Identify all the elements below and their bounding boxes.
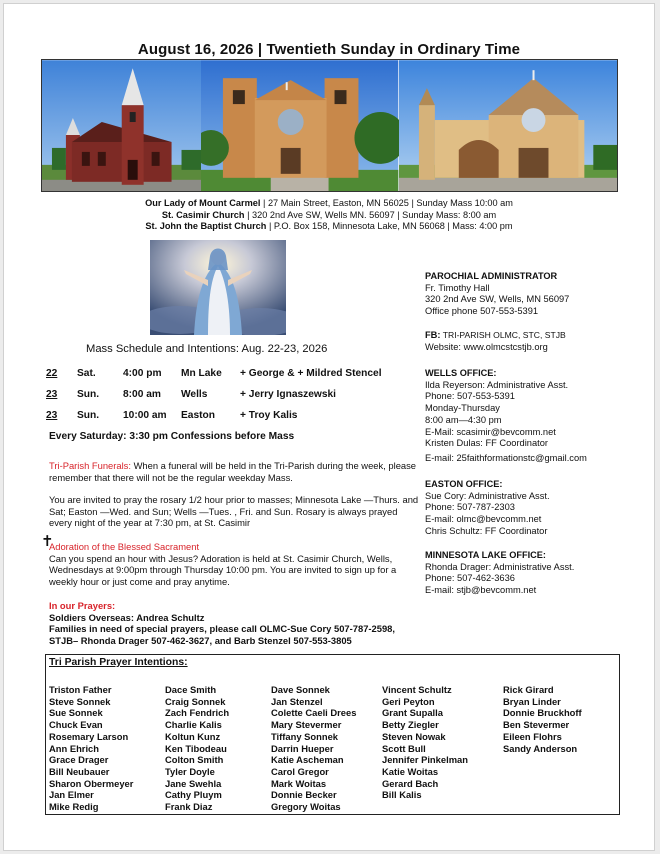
prayer-name: Gerard Bach bbox=[382, 777, 439, 789]
prayer-name: Jan Elmer bbox=[49, 789, 94, 801]
church-listing bbox=[4, 198, 654, 233]
mass-day: Sun. bbox=[77, 389, 100, 400]
office-line: Kristen Dulas: FF Coordinator bbox=[425, 438, 548, 449]
office-email[interactable]: E-Mail: scasimir@bevcomm.net bbox=[425, 426, 556, 437]
mass-intention: + Jerry Ignaszewski bbox=[240, 389, 336, 400]
website-link[interactable]: Website: www.olmcstcstjb.org bbox=[425, 341, 548, 352]
cross-icon: ✝ bbox=[41, 533, 54, 550]
prayer-name: Donnie Becker bbox=[271, 789, 337, 801]
prayer-name: Rosemary Larson bbox=[49, 730, 129, 742]
prayer-name: Steve Sonnek bbox=[49, 695, 111, 707]
facebook-info bbox=[425, 330, 655, 353]
mass-place: Wells bbox=[181, 389, 208, 400]
prayer-name: Dave Sonnek bbox=[271, 684, 330, 695]
church-detail: | 27 Main Street, Easton, MN 56025 | Sunday Mass 10:00 am bbox=[260, 198, 513, 208]
prayer-column bbox=[271, 684, 356, 813]
prayer-name: Mary Stevermer bbox=[271, 719, 342, 731]
prayer-name: Katie Woitas bbox=[382, 765, 439, 777]
prayer-name: Triston Father bbox=[49, 684, 112, 695]
confessions-note: Every Saturday: 3:30 pm Confessions before Mass bbox=[49, 431, 295, 442]
funerals-text: When a funeral will be held in the Tri-Parish during the week, please remember that there will not be the regular weekday Mass. bbox=[49, 460, 417, 483]
admin-line: 320 2nd Ave SW, Wells, MN 56097 bbox=[425, 294, 570, 305]
prayer-name: Colton Smith bbox=[165, 754, 224, 766]
prayer-name: Carol Gregor bbox=[271, 765, 329, 777]
church-photo-st-casimir bbox=[201, 60, 398, 192]
prayer-name: Gregory Woitas bbox=[271, 801, 341, 813]
prayer-name: Koltun Kunz bbox=[165, 730, 221, 742]
mass-time: 8:00 am bbox=[123, 389, 161, 400]
prayer-name: Craig Sonnek bbox=[165, 695, 226, 707]
prayer-name: Vincent Schultz bbox=[382, 684, 452, 695]
church-name: St. Casimir Church bbox=[161, 209, 245, 220]
prayer-name: Zach Fendrich bbox=[165, 707, 230, 719]
funerals-heading: Tri-Parish Funerals: bbox=[49, 460, 131, 471]
prayer-name: Steven Nowak bbox=[382, 730, 446, 742]
mass-schedule-title: Mass Schedule and Intentions: Aug. 22-23, 2026 bbox=[86, 343, 328, 355]
prayer-name: Mike Redig bbox=[49, 801, 99, 813]
office-line: Phone: 507-553-5391 bbox=[425, 391, 515, 402]
office-email[interactable]: E-mail: 25faithformationstc@gmail.com bbox=[425, 452, 587, 463]
wells-office bbox=[425, 368, 655, 465]
prayer-name: Grant Supalla bbox=[382, 707, 443, 719]
prayer-name: Sue Sonnek bbox=[49, 707, 103, 719]
prayer-name: Ann Ehrich bbox=[49, 742, 100, 754]
prayer-name: Betty Ziegler bbox=[382, 719, 439, 731]
mass-time: 10:00 am bbox=[123, 410, 167, 421]
prayer-column bbox=[165, 684, 229, 813]
mnlake-office-heading: MINNESOTA LAKE OFFICE: bbox=[425, 550, 546, 560]
page-title: August 16, 2026 | Twentieth Sunday in Ordinary Time bbox=[137, 41, 521, 58]
prayer-name: Ben Stevermer bbox=[503, 719, 570, 731]
prayer-name: Jane Swehla bbox=[165, 777, 222, 789]
office-line: 8:00 am—4:30 pm bbox=[425, 414, 502, 425]
church-line-st-casimir bbox=[4, 210, 654, 222]
church-detail: | 320 2nd Ave SW, Wells MN. 56097 | Sunday Mass: 8:00 am bbox=[244, 209, 497, 220]
prayer-column bbox=[49, 684, 133, 813]
easton-office-heading: EASTON OFFICE: bbox=[425, 479, 503, 489]
mass-date: 23 bbox=[46, 410, 58, 421]
mass-date: 22 bbox=[46, 368, 58, 379]
wells-office-heading: WELLS OFFICE: bbox=[425, 368, 497, 378]
church-photos-banner bbox=[41, 59, 618, 192]
prayer-name: Katie Ascheman bbox=[271, 754, 344, 766]
prayer-intentions-title: Tri Parish Prayer Intentions: bbox=[49, 657, 188, 668]
mass-place: Easton bbox=[181, 410, 215, 421]
office-line: Chris Schultz: FF Coordinator bbox=[425, 525, 548, 536]
adoration-text: Can you spend an hour with Jesus? Adoration is held at St. Casimir Church, Wells, Wednesdays at 9:00pm through Thursday 10:00 pm. You are invited to sign up for a weekly hour or just come and pray anytime. bbox=[49, 552, 397, 587]
prayers-paragraph bbox=[49, 600, 419, 646]
prayer-name: Tiffany Sonnek bbox=[271, 730, 339, 742]
admin-heading: PAROCHIAL ADMINISTRATOR bbox=[425, 271, 558, 281]
mass-place: Mn Lake bbox=[181, 368, 222, 379]
prayer-name: Frank Diaz bbox=[165, 801, 213, 813]
admin-line: Office phone 507-553-5391 bbox=[425, 306, 539, 317]
prayer-name: Ken Tibodeau bbox=[165, 742, 227, 754]
prayer-name: Charlie Kalis bbox=[165, 719, 222, 731]
bulletin-page bbox=[3, 3, 655, 851]
prayer-name: Darrin Hueper bbox=[271, 742, 334, 754]
admin-line: Fr. Timothy Hall bbox=[425, 282, 490, 293]
prayer-name: Cathy Pluym bbox=[165, 789, 222, 801]
fb-value: TRI-PARISH OLMC, STC, STJB bbox=[440, 330, 566, 340]
minnesota-lake-office bbox=[425, 550, 655, 597]
prayer-name: Geri Peyton bbox=[382, 695, 435, 707]
office-line: Phone: 507-462-3636 bbox=[425, 573, 515, 584]
prayer-name: Mark Woitas bbox=[271, 777, 327, 789]
prayer-column bbox=[503, 684, 582, 754]
prayers-heading: In our Prayers: bbox=[49, 600, 116, 611]
church-photo-mount-carmel bbox=[42, 60, 201, 192]
rosary-paragraph: You are invited to pray the rosary 1/2 hour prior to masses; Minnesota Lake —Thurs. and Sat; Easton —Wed. and Sun; Wells —Tues. , Fri. and Sun. Rosary is always prayed every night of the year at 7:30 pm, at St. Casimir bbox=[49, 494, 419, 529]
adoration-heading: Adoration of the Blessed Sacrament bbox=[49, 541, 200, 552]
prayer-name: Dace Smith bbox=[165, 684, 217, 695]
church-detail: | P.O. Box 158, Minnesota Lake, MN 56068 | Mass: 4:00 pm bbox=[266, 221, 513, 232]
fb-label: FB: bbox=[425, 330, 441, 340]
mass-day: Sat. bbox=[77, 368, 96, 379]
parochial-administrator bbox=[425, 271, 655, 318]
assumption-of-mary-image bbox=[150, 240, 286, 335]
office-line: Rhonda Drager: Administrative Asst. bbox=[425, 561, 575, 572]
prayer-name: Bill Neubauer bbox=[49, 765, 110, 777]
mass-intention: + George & + Mildred Stencel bbox=[240, 368, 382, 379]
prayer-name: Chuck Evan bbox=[49, 719, 103, 731]
prayer-name: Tyler Doyle bbox=[165, 765, 215, 777]
church-line-mount-carmel bbox=[4, 198, 654, 210]
mass-time: 4:00 pm bbox=[123, 368, 162, 379]
church-name: Our Lady of Mount Carmel bbox=[145, 198, 261, 208]
church-photo-st-john bbox=[399, 60, 617, 192]
easton-office bbox=[425, 479, 655, 538]
mass-date: 23 bbox=[46, 389, 58, 400]
prayer-name: Jan Stenzel bbox=[271, 695, 323, 707]
funerals-paragraph bbox=[49, 460, 419, 483]
prayer-name: Sandy Anderson bbox=[503, 742, 578, 754]
mass-intention: + Troy Kalis bbox=[240, 410, 298, 421]
office-line: Monday-Thursday bbox=[425, 403, 500, 414]
soldiers-overseas: Soldiers Overseas: Andrea Schultz bbox=[49, 611, 205, 623]
special-prayers-text: Families in need of special prayers, please call OLMC-Sue Cory 507-787-2598, STJB– Rhonda Drager 507-462-3627, and Barb Stenzel 507-553-3805 bbox=[49, 623, 395, 646]
church-line-st-john bbox=[4, 221, 654, 233]
prayer-intentions-box bbox=[45, 654, 620, 815]
office-line: Phone: 507-787-2303 bbox=[425, 502, 515, 513]
prayer-name: Grace Drager bbox=[49, 754, 109, 766]
mass-day: Sun. bbox=[77, 410, 100, 421]
prayer-name: Bryan Linder bbox=[503, 695, 561, 707]
prayer-name: Rick Girard bbox=[503, 684, 554, 695]
prayer-name: Scott Bull bbox=[382, 742, 426, 754]
adoration-paragraph bbox=[49, 541, 419, 587]
prayer-name: Bill Kalis bbox=[382, 789, 422, 801]
church-name: St. John the Baptist Church bbox=[145, 221, 267, 232]
prayer-name: Donnie Bruckhoff bbox=[503, 707, 582, 719]
prayer-name: Sharon Obermeyer bbox=[49, 777, 134, 789]
prayer-column bbox=[382, 684, 468, 801]
office-line: Sue Cory: Administrative Asst. bbox=[425, 490, 550, 501]
office-email[interactable]: E-mail: stjb@bevcomm.net bbox=[425, 585, 537, 596]
office-line: Ilda Reyerson: Administrative Asst. bbox=[425, 379, 569, 390]
prayer-name: Jennifer Pinkelman bbox=[382, 754, 468, 766]
prayer-name: Colette Caeli Drees bbox=[271, 707, 357, 719]
office-email[interactable]: E-mail: olmc@bevcomm.net bbox=[425, 514, 542, 525]
prayer-name: Eileen Flohrs bbox=[503, 730, 562, 742]
